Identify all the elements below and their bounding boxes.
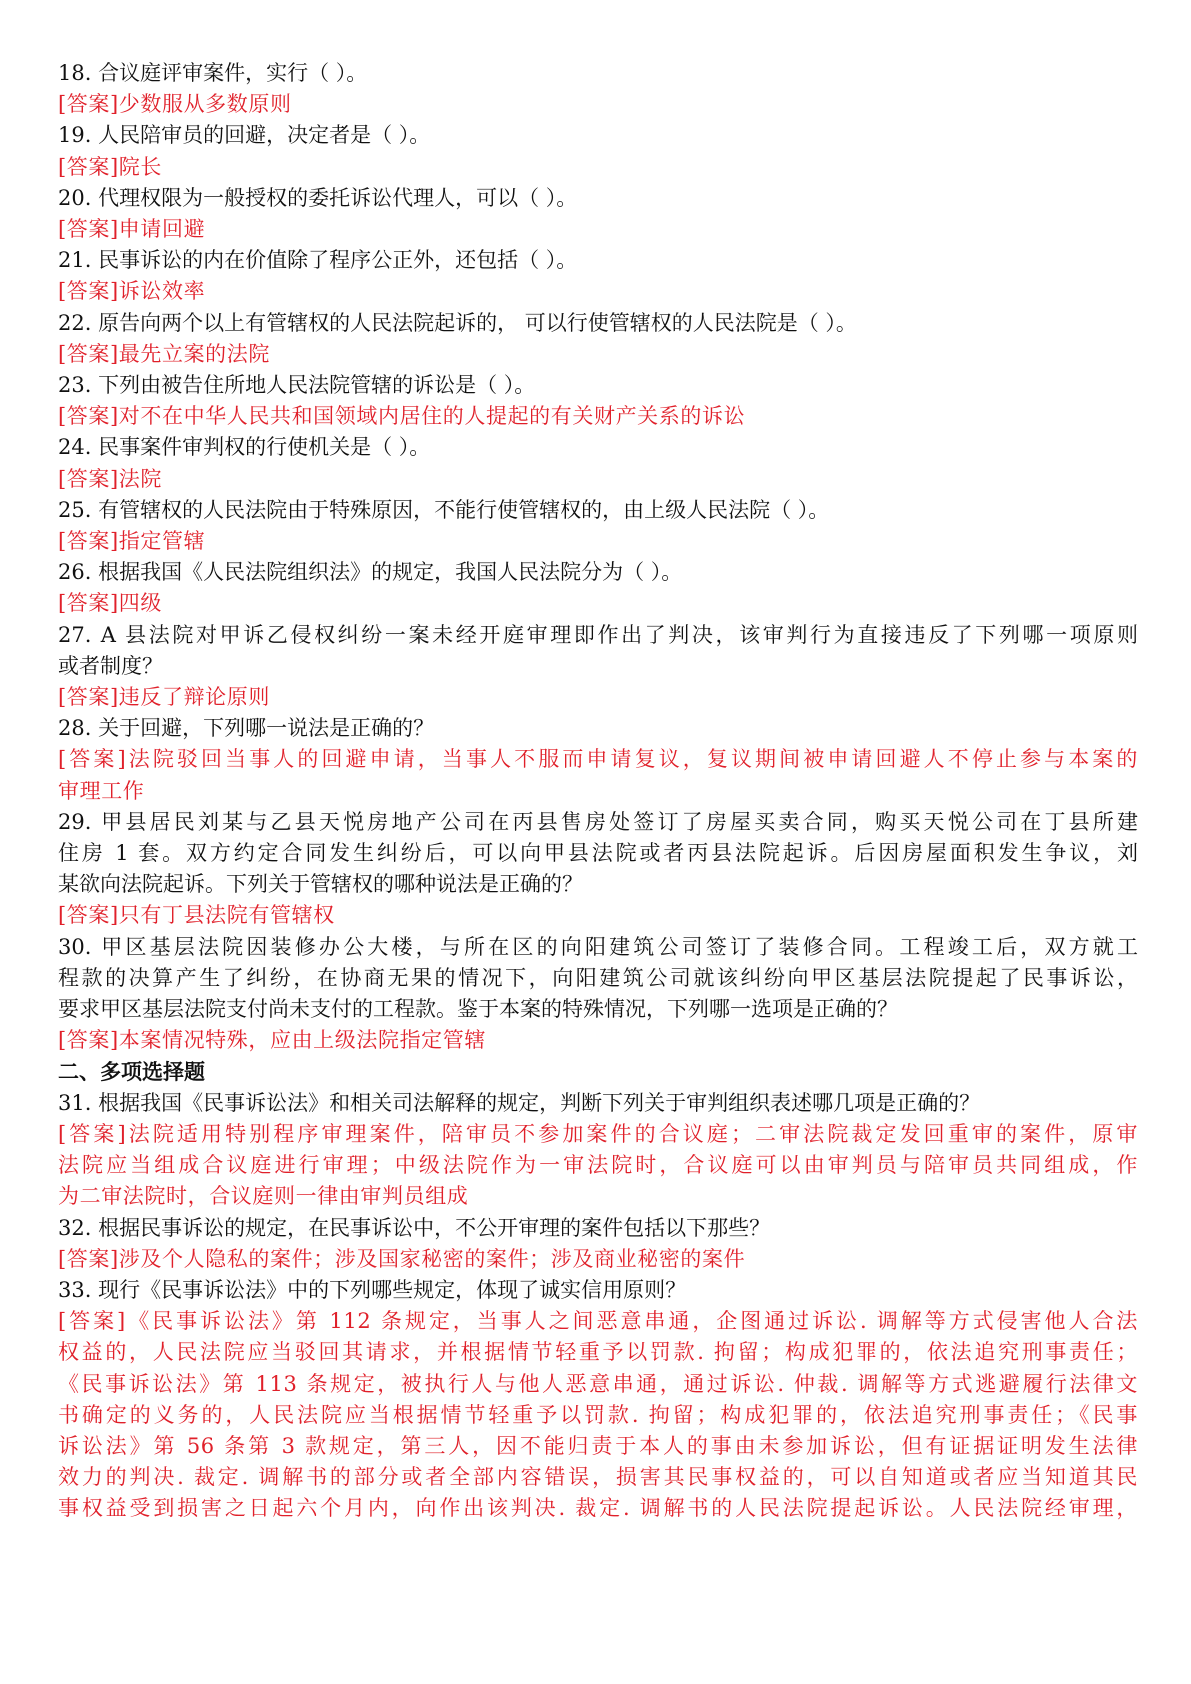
- answer-line: [答案]《民事诉讼法》第 112 条规定，当事人之间恶意串通，企图通过诉讼. 调解等方式侵害他人合法: [58, 1309, 1138, 1334]
- answer-line: [答案]只有丁县法院有管辖权: [58, 903, 335, 928]
- answer-line: [答案]诉讼效率: [58, 279, 206, 304]
- question-line: 20. 代理权限为一般授权的委托诉讼代理人，可以（ ）。: [58, 185, 578, 210]
- question-line: 24. 民事案件审判权的行使机关是（ ）。: [58, 435, 431, 460]
- question-line: 26. 根据我国《人民法院组织法》的规定，我国人民法院分为（ ）。: [58, 560, 683, 585]
- answer-line: 审理工作: [58, 778, 145, 803]
- question-line: 31. 根据我国《民事诉讼法》和相关司法解释的规定，判断下列关于审判组织表述哪几项是正确的？: [58, 1090, 981, 1115]
- answer-line: [答案]最先立案的法院: [58, 341, 270, 366]
- answer-line: [答案]申请回避: [58, 217, 206, 242]
- question-line: 住房 1 套。双方约定合同发生纠纷后，可以向甲县法院或者丙县法院起诉。后因房屋面积发生争议，刘: [58, 841, 1138, 866]
- answer-line: [答案]院长: [58, 154, 162, 179]
- question-line: 程款的决算产生了纠纷，在协商无果的情况下，向阳建筑公司就该纠纷向甲区基层法院提起了民事诉讼，: [58, 965, 1138, 990]
- answer-line: 《民事诉讼法》第 113 条规定，被执行人与他人恶意串通，通过诉讼. 仲裁. 调解等方式逃避履行法律文: [58, 1371, 1138, 1396]
- question-line: 23. 下列由被告住所地人民法院管辖的诉讼是（ ）。: [58, 373, 536, 398]
- question-line: 18. 合议庭评审案件，实行（ ）。: [58, 61, 368, 85]
- document-page: [58, 58, 1138, 1525]
- answer-line: 书确定的义务的，人民法院应当根据情节轻重予以罚款. 拘留；构成犯罪的，依法追究刑事责任；《民事: [58, 1402, 1138, 1427]
- question-line: 30. 甲区基层法院因装修办公大楼，与所在区的向阳建筑公司签订了装修合同。工程竣工后，双方就工: [58, 934, 1138, 959]
- question-line: 27. A 县法院对甲诉乙侵权纠纷一案未经开庭审理即作出了判决，该审判行为直接违反了下列哪一项原则: [58, 622, 1138, 647]
- question-line: 或者制度？: [58, 653, 163, 678]
- answer-line: [答案]本案情况特殊，应由上级法院指定管辖: [58, 1028, 486, 1053]
- question-line: 19. 人民陪审员的回避，决定者是（ ）。: [58, 123, 431, 148]
- answer-line: 事权益受到损害之日起六个月内，向作出该判决. 裁定. 调解书的人民法院提起诉讼。人民法院经审理，: [58, 1496, 1138, 1521]
- question-line: 29. 甲县居民刘某与乙县天悦房地产公司在丙县售房处签订了房屋买卖合同，购买天悦公司在丁县所建: [58, 809, 1138, 834]
- answer-line: [答案]违反了辩论原则: [58, 685, 270, 710]
- question-line: 32. 根据民事诉讼的规定，在民事诉讼中，不公开审理的案件包括以下那些？: [58, 1215, 771, 1240]
- section-heading: 二、多项选择题: [58, 1059, 205, 1084]
- answer-line: [答案]少数服从多数原则: [58, 92, 292, 117]
- answer-line: 效力的判决. 裁定. 调解书的部分或者全部内容错误，损害其民事权益的，可以自知道或者应当知道其民: [58, 1465, 1138, 1490]
- answer-line: 诉讼法》第 56 条第 3 款规定，第三人，因不能归责于本人的事由未参加诉讼，但有证据证明发生法律: [58, 1433, 1138, 1458]
- question-line: 33. 现行《民事诉讼法》中的下列哪些规定，体现了诚实信用原则？: [58, 1277, 687, 1302]
- answer-line: [答案]法院: [58, 466, 162, 491]
- answer-line: [答案]对不在中华人民共和国领域内居住的人提起的有关财产关系的诉讼: [58, 404, 746, 429]
- question-line: 28. 关于回避，下列哪一说法是正确的？: [58, 716, 435, 741]
- question-line: 25. 有管辖权的人民法院由于特殊原因，不能行使管辖权的，由上级人民法院（ ）。: [58, 497, 830, 522]
- question-line: 22. 原告向两个以上有管辖权的人民法院起诉的， 可以行使管辖权的人民法院是（ ）。: [58, 310, 857, 335]
- answer-line: [答案]四级: [58, 591, 162, 616]
- answer-line: [答案]法院适用特别程序审理案件，陪审员不参加案件的合议庭；二审法院裁定发回重审的案件，原审: [58, 1121, 1138, 1146]
- answer-line: [答案]涉及个人隐私的案件；涉及国家秘密的案件；涉及商业秘密的案件: [58, 1246, 746, 1271]
- question-line: 某欲向法院起诉。下列关于管辖权的哪种说法是正确的？: [58, 872, 583, 897]
- answer-line: 为二审法院时，合议庭则一律由审判员组成: [58, 1184, 469, 1209]
- answer-line: [答案]指定管辖: [58, 529, 206, 554]
- question-line: 要求甲区基层法院支付尚未支付的工程款。鉴于本案的特殊情况，下列哪一选项是正确的？: [58, 997, 898, 1022]
- answer-line: 法院应当组成合议庭进行审理；中级法院作为一审法院时，合议庭可以由审判员与陪审员共同组成，作: [58, 1153, 1138, 1178]
- answer-line: 权益的，人民法院应当驳回其请求，并根据情节轻重予以罚款. 拘留；构成犯罪的，依法追究刑事责任；: [58, 1340, 1138, 1365]
- question-line: 21. 民事诉讼的内在价值除了程序公正外，还包括（ ）。: [58, 248, 578, 273]
- answer-line: [答案]法院驳回当事人的回避申请，当事人不服而申请复议，复议期间被申请回避人不停止参与本案的: [58, 747, 1138, 772]
